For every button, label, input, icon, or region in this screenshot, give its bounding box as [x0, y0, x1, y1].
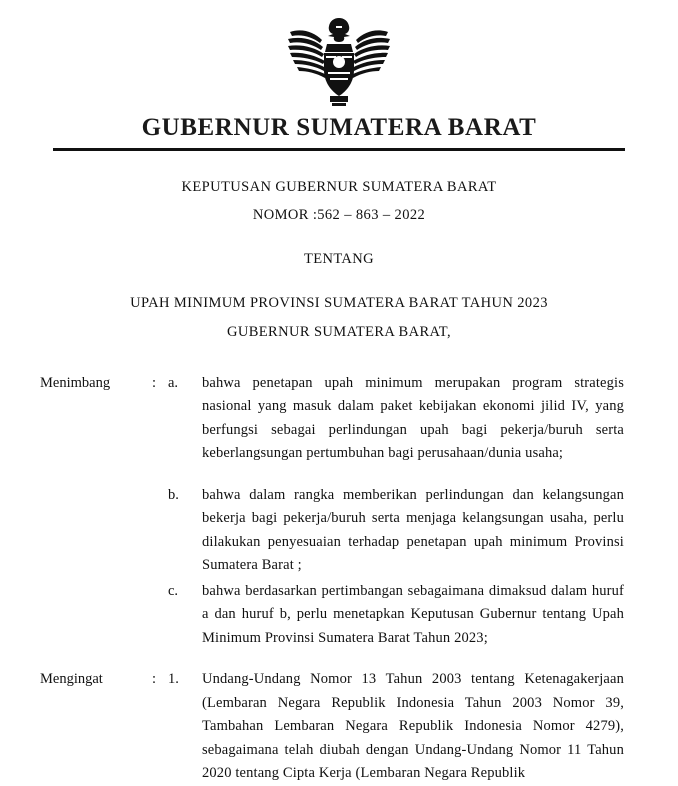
title-divider [53, 148, 625, 151]
subheading-tentang: TENTANG [303, 251, 375, 268]
clause-text: bahwa dalam rangka memberikan perlindungan dan kelangsungan bekerja bagi pekerja/buruh serta menjaga kelangsungan usaha, perlu dilakukan penyesuaian terhadap penetapan upah minimum Provinsi Sumatera Barat ; [202, 486, 624, 574]
clause-text: bahwa berdasarkan pertimbangan sebagaimana dimaksud dalam huruf a dan huruf b, perlu menetapkan Keputusan Gubernur tentang Upah Minimum Provinsi Sumatera Barat Tahun 2023; [202, 582, 624, 646]
clause-colon: : [152, 374, 157, 391]
subheading-subject: UPAH MINIMUM PROVINSI SUMATERA BARAT TAHUN 2023 [130, 295, 548, 312]
clause-row [40, 372, 624, 466]
clause-text: bahwa penetapan upah minimum merupakan program strategis nasional yang masuk dalam paket kebijakan ekonomi jilid IV, yang berfungsi sebagai perlindungan upah bagi pekerja/buruh serta keberlangsungan pertumbuhan bagi perusahaan/dunia usaha; [202, 374, 624, 462]
clause-marker: b. [168, 486, 179, 503]
clause-label-mengingat: Mengingat [40, 671, 103, 688]
page-title: GUBERNUR SUMATERA BARAT [141, 114, 537, 141]
clauses-container [0, 372, 678, 786]
clause-marker: 1. [168, 671, 179, 688]
garuda-pancasila-emblem [284, 12, 394, 108]
clause-label-menimbang: Menimbang [40, 374, 111, 391]
subheading-block [0, 173, 678, 346]
subheading-governor: GUBERNUR SUMATERA BARAT, [226, 323, 452, 340]
clause-marker: a. [168, 374, 179, 391]
clause-row [40, 580, 624, 650]
clause-marker: c. [168, 582, 179, 599]
title-block [0, 114, 678, 151]
clause-colon: : [152, 671, 157, 688]
emblem-container [0, 0, 678, 112]
clause-row [40, 484, 624, 578]
subheading-nomor: NOMOR :562 – 863 – 2022 [252, 206, 426, 223]
clause-row [40, 668, 624, 785]
clause-text: Undang-Undang Nomor 13 Tahun 2003 tentang Ketenagakerjaan (Lembaran Negara Republik Indonesia Tahun 2003 Nomor 39, Tambahan Lembaran Negara Republik Indonesia Nomor 4279), sebagaimana telah diubah dengan Undang-Undang Nomor 11 Tahun 2020 tentang Cipta Kerja (Lembaran Negara Republik [202, 671, 624, 782]
subheading-keputusan: KEPUTUSAN GUBERNUR SUMATERA BARAT [181, 178, 497, 195]
